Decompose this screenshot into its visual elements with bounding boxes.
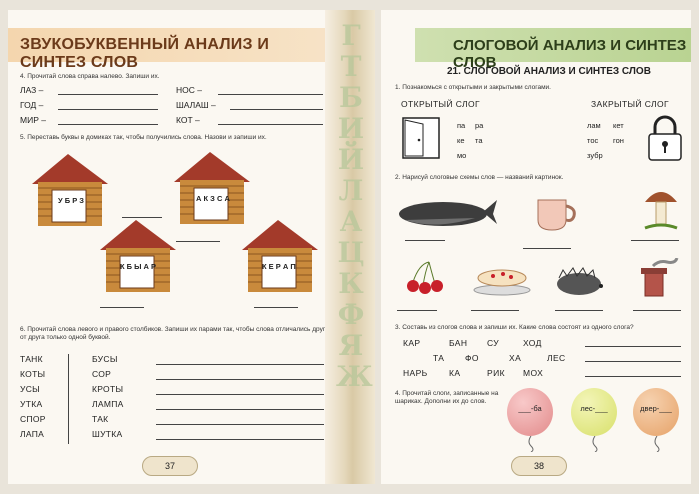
right-column-word: СОР bbox=[92, 369, 112, 379]
answer-line bbox=[58, 109, 158, 110]
answer-line bbox=[218, 124, 323, 125]
task1-instruction: 1. Познакомься с открытыми и закрытыми слогами. bbox=[395, 84, 551, 91]
spine-letter: Б bbox=[339, 81, 363, 114]
answer-line bbox=[218, 94, 323, 95]
left-column-word: КОТЫ bbox=[20, 369, 46, 379]
answer-line bbox=[585, 361, 681, 362]
left-page bbox=[8, 10, 348, 484]
left-column-word: ТАНК bbox=[20, 354, 43, 364]
answer-line bbox=[585, 376, 681, 377]
answer-line bbox=[156, 409, 324, 410]
house-2-letters: А К З С А bbox=[196, 194, 230, 203]
spine-letter: Й bbox=[337, 143, 365, 176]
answer-line bbox=[58, 94, 158, 95]
syllable: СУ bbox=[487, 338, 500, 348]
cake-icon bbox=[473, 264, 531, 296]
balloon-3-text: двер-___ bbox=[640, 404, 672, 413]
closed-syllable: кет bbox=[613, 121, 624, 130]
syllable: КА bbox=[449, 368, 461, 378]
house-3-icon bbox=[92, 218, 182, 296]
answer-line bbox=[100, 307, 144, 308]
right-page bbox=[351, 10, 691, 484]
whale-icon bbox=[395, 190, 499, 234]
cherries-icon bbox=[401, 260, 447, 296]
open-syllable: мо bbox=[457, 151, 467, 160]
closed-syllable: зубр bbox=[587, 151, 603, 160]
balloon-string-icon bbox=[653, 436, 661, 452]
task4-word-2: ГОД – bbox=[20, 100, 44, 110]
spine-letter: Т bbox=[340, 50, 362, 83]
spine-letter: К bbox=[338, 267, 364, 300]
syllable: БАН bbox=[449, 338, 468, 348]
balloon-1 bbox=[507, 388, 553, 436]
syllable: ХА bbox=[509, 353, 522, 363]
closed-syllable-label: ЗАКРЫТЫЙ СЛОГ bbox=[591, 99, 669, 109]
answer-line bbox=[471, 310, 519, 311]
syllable: ЛЕС bbox=[547, 353, 566, 363]
answer-line bbox=[631, 240, 679, 241]
syllable: ФО bbox=[465, 353, 479, 363]
padlock-icon bbox=[645, 114, 685, 162]
left-column-word: СПОР bbox=[20, 414, 46, 424]
open-syllable-label: ОТКРЫТЫЙ СЛОГ bbox=[401, 99, 480, 109]
right-column-word: ТАК bbox=[92, 414, 109, 424]
syllable: ХОД bbox=[523, 338, 542, 348]
task3-instruction: 3. Составь из слогов слова и запиши их. Какие слова состоят из одного слога? bbox=[395, 324, 634, 331]
left-page-header: ЗВУКОБУКВЕННЫЙ АНАЛИЗ И СИНТЕЗ СЛОВ bbox=[8, 28, 338, 62]
balloon-2 bbox=[571, 388, 617, 436]
open-syllable: та bbox=[475, 136, 483, 145]
task4-word-1: ЛАЗ – bbox=[20, 85, 44, 95]
answer-line bbox=[585, 346, 681, 347]
spine-letter: Л bbox=[338, 174, 364, 207]
spine-letter: И bbox=[337, 112, 365, 145]
syllable: РИК bbox=[487, 368, 505, 378]
right-column-word: КРОТЫ bbox=[92, 384, 124, 394]
task4-word-5: ШАЛАШ – bbox=[176, 100, 216, 110]
answer-line bbox=[254, 307, 298, 308]
house-4-letters: К Е Р А П bbox=[262, 262, 296, 271]
spine-letter: Ф bbox=[337, 298, 365, 331]
left-column-word: УТКА bbox=[20, 399, 43, 409]
answer-line bbox=[58, 124, 158, 125]
balloon-3 bbox=[633, 388, 679, 436]
answer-line bbox=[156, 424, 324, 425]
balloon-1-text: ___-ба bbox=[518, 404, 542, 413]
right-page-header: СЛОГОВОЙ АНАЛИЗ И СИНТЕЗ СЛОВ bbox=[415, 28, 691, 62]
answer-line bbox=[156, 439, 324, 440]
answer-line bbox=[156, 364, 324, 365]
house-4-icon bbox=[234, 218, 324, 296]
answer-line bbox=[397, 310, 437, 311]
syllable: ТА bbox=[433, 353, 445, 363]
task6-instruction: 6. Прочитай слова левого и правого столбиков. Запиши их парами так, чтобы слова отличались друг от друга только одной буквой. bbox=[20, 326, 326, 341]
column-divider bbox=[68, 354, 69, 444]
task4-instruction: 4. Прочитай слова справа налево. Запиши их. bbox=[20, 73, 160, 80]
open-syllable: па bbox=[457, 121, 466, 130]
balloon-2-text: лес-___ bbox=[580, 404, 608, 413]
spine-letter: Ц bbox=[337, 236, 365, 269]
closed-syllable: лам bbox=[587, 121, 601, 130]
right-column-word: БУСЫ bbox=[92, 354, 118, 364]
left-column-word: ЛАПА bbox=[20, 429, 45, 439]
house-3-letters: К Б Ы А Р bbox=[120, 262, 157, 271]
syllable: МОХ bbox=[523, 368, 544, 378]
closed-syllable: гон bbox=[613, 136, 624, 145]
task4-word-4: НОС – bbox=[176, 85, 202, 95]
task5-instruction: 5. Переставь буквы в домиках так, чтобы получились слова. Назови и запиши их. bbox=[20, 134, 267, 141]
open-door-icon bbox=[401, 116, 441, 160]
spine-letter: А bbox=[339, 205, 363, 238]
answer-line bbox=[230, 109, 323, 110]
page-number: 38 bbox=[511, 456, 567, 476]
task4-instruction: 4. Прочитай слоги, записанные на шариках. Дополни их до слов. bbox=[395, 390, 499, 405]
syllable: КАР bbox=[403, 338, 421, 348]
task2-instruction: 2. Нарисуй слоговые схемы слов — названий картинок. bbox=[395, 174, 564, 181]
answer-line bbox=[523, 248, 571, 249]
closed-syllable: тос bbox=[587, 136, 599, 145]
task4-word-6: КОТ – bbox=[176, 115, 200, 125]
page-number: 37 bbox=[142, 456, 198, 476]
balloon-string-icon bbox=[591, 436, 599, 452]
right-column-word: ШУТКА bbox=[92, 429, 123, 439]
section-title: 21. СЛОГОВОЙ АНАЛИЗ И СИНТЕЗ СЛОВ bbox=[447, 66, 651, 77]
syllable: НАРЬ bbox=[403, 368, 428, 378]
left-column-word: УСЫ bbox=[20, 384, 40, 394]
mushroom-icon bbox=[641, 182, 681, 232]
answer-line bbox=[156, 394, 324, 395]
answer-line bbox=[156, 379, 324, 380]
house-2-icon bbox=[166, 150, 256, 228]
right-column-word: ЛАМПА bbox=[92, 399, 124, 409]
answer-line bbox=[176, 241, 220, 242]
chimney-icon bbox=[635, 258, 681, 298]
answer-line bbox=[405, 240, 445, 241]
spine-letter: Ж bbox=[336, 360, 373, 393]
answer-line bbox=[555, 310, 603, 311]
answer-line bbox=[633, 310, 681, 311]
spine-letter: Я bbox=[338, 329, 364, 362]
balloon-string-icon bbox=[527, 436, 535, 452]
open-syllable: ра bbox=[475, 121, 484, 130]
cup-icon bbox=[534, 194, 578, 234]
house-1-letters: У Б Р З bbox=[58, 196, 85, 205]
open-syllable: ке bbox=[457, 136, 465, 145]
spine-letter: Г bbox=[341, 19, 361, 52]
task4-word-3: МИР – bbox=[20, 115, 46, 125]
hedgehog-icon bbox=[551, 264, 605, 296]
